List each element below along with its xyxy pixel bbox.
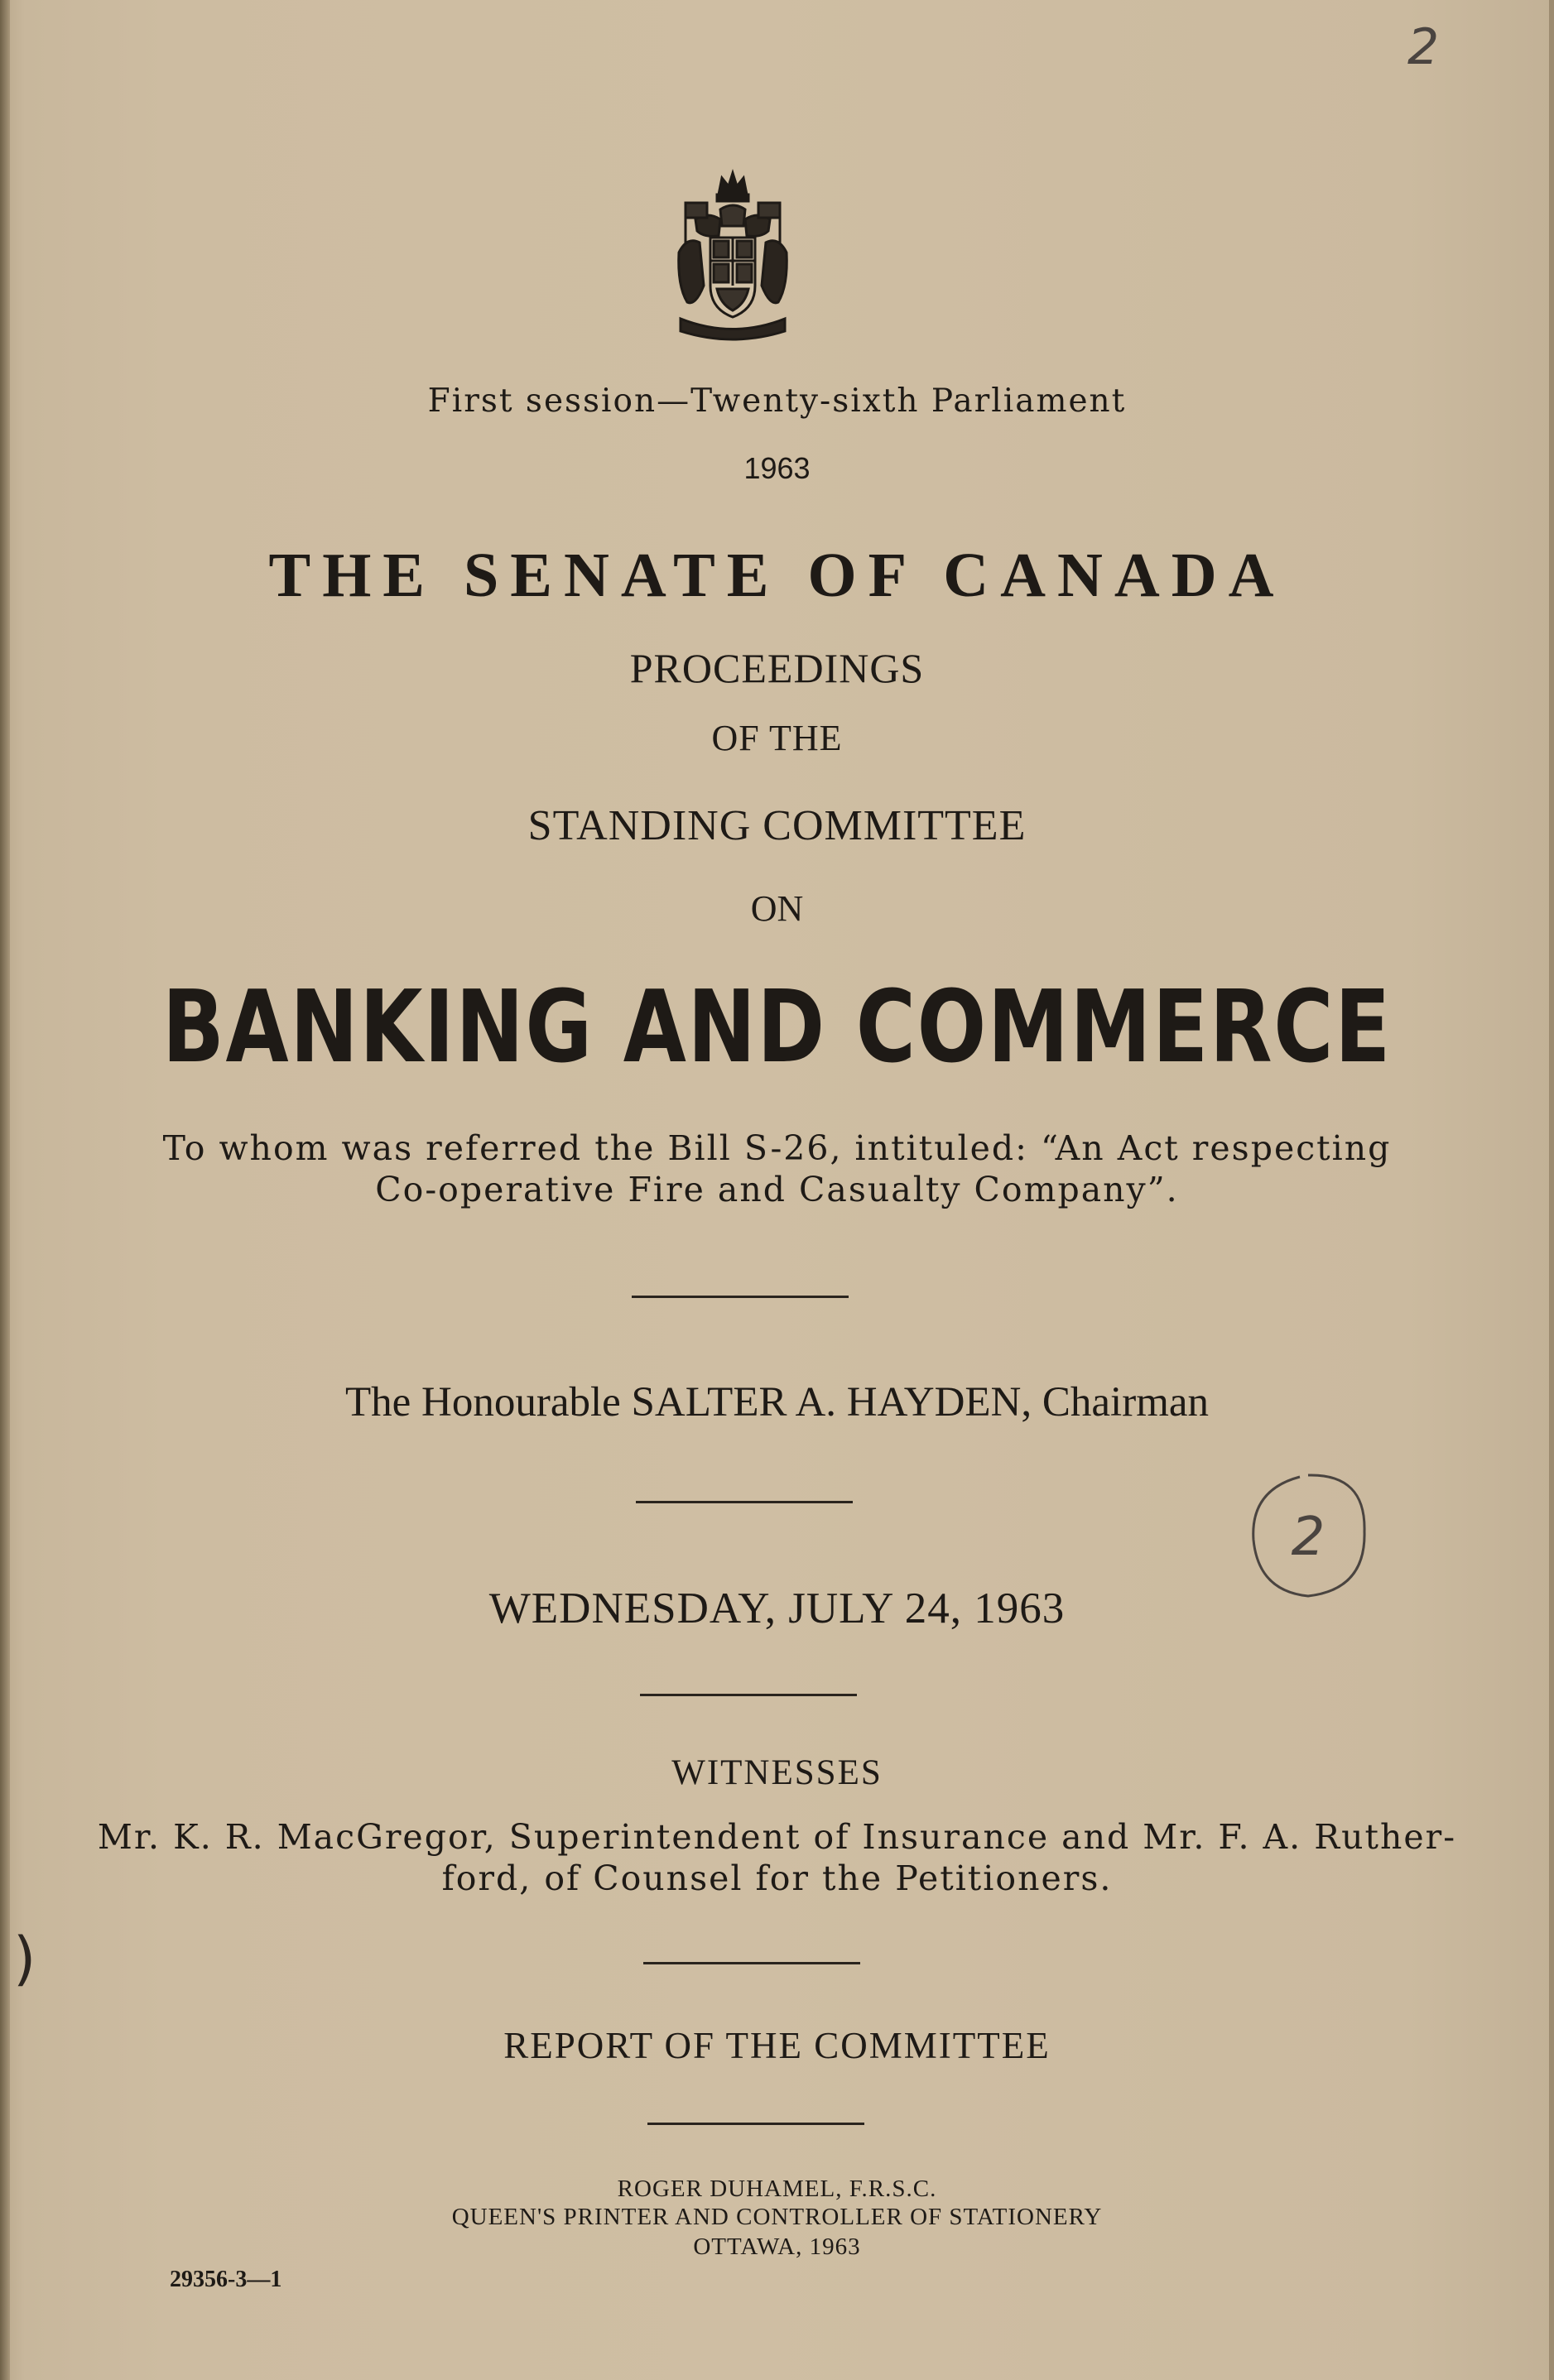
printer-title: QUEEN'S PRINTER AND CONTROLLER OF STATIONERY xyxy=(451,2204,1103,2230)
divider-rule xyxy=(632,1296,849,1298)
on-heading: ON xyxy=(750,888,804,929)
divider-rule xyxy=(643,1962,860,1964)
session-year: 1963 xyxy=(743,451,811,485)
edge-mark: ) xyxy=(13,1925,36,1993)
hearing-date: WEDNESDAY, JULY 24, 1963 xyxy=(488,1584,1066,1632)
divider-rule xyxy=(640,1694,857,1696)
printer-name: ROGER DUHAMEL, F.R.S.C. xyxy=(617,2176,937,2202)
document-number: 29356-3—1 xyxy=(170,2267,282,2292)
witnesses-heading: WITNESSES xyxy=(671,1753,883,1792)
witnesses-line-2: ford, of Counsel for the Petitioners. xyxy=(441,1858,1113,1898)
printer-place-year: OTTAWA, 1963 xyxy=(693,2233,861,2260)
circled-mark-text: 2 xyxy=(1291,1507,1325,1568)
handwritten-page-number: 2 xyxy=(1407,18,1440,76)
session-line: First session—Twenty-sixth Parliament xyxy=(427,382,1127,420)
of-the-heading: OF THE xyxy=(711,718,843,758)
witnesses-line-1: Mr. K. R. MacGregor, Superintendent of Insurance and Mr. F. A. Ruther- xyxy=(97,1817,1457,1857)
divider-rule xyxy=(647,2123,864,2125)
divider-rule xyxy=(636,1501,853,1503)
committee-heading: STANDING COMMITTEE xyxy=(527,802,1027,849)
referral-line-1: To whom was referred the Bill S-26, intituled: “An Act respecting xyxy=(162,1128,1392,1168)
committee-subject-title: BANKING AND COMMERCE xyxy=(161,970,1392,1085)
chairman-line: The Honourable SALTER A. HAYDEN, Chairman xyxy=(344,1379,1210,1426)
institution-title: THE SENATE OF CANADA xyxy=(268,541,1286,610)
canada-coat-of-arms-icon xyxy=(662,161,803,348)
report-heading: REPORT OF THE COMMITTEE xyxy=(503,2025,1051,2066)
referral-line-2: Co-operative Fire and Casualty Company”. xyxy=(375,1170,1179,1209)
proceedings-heading: PROCEEDINGS xyxy=(629,645,925,691)
